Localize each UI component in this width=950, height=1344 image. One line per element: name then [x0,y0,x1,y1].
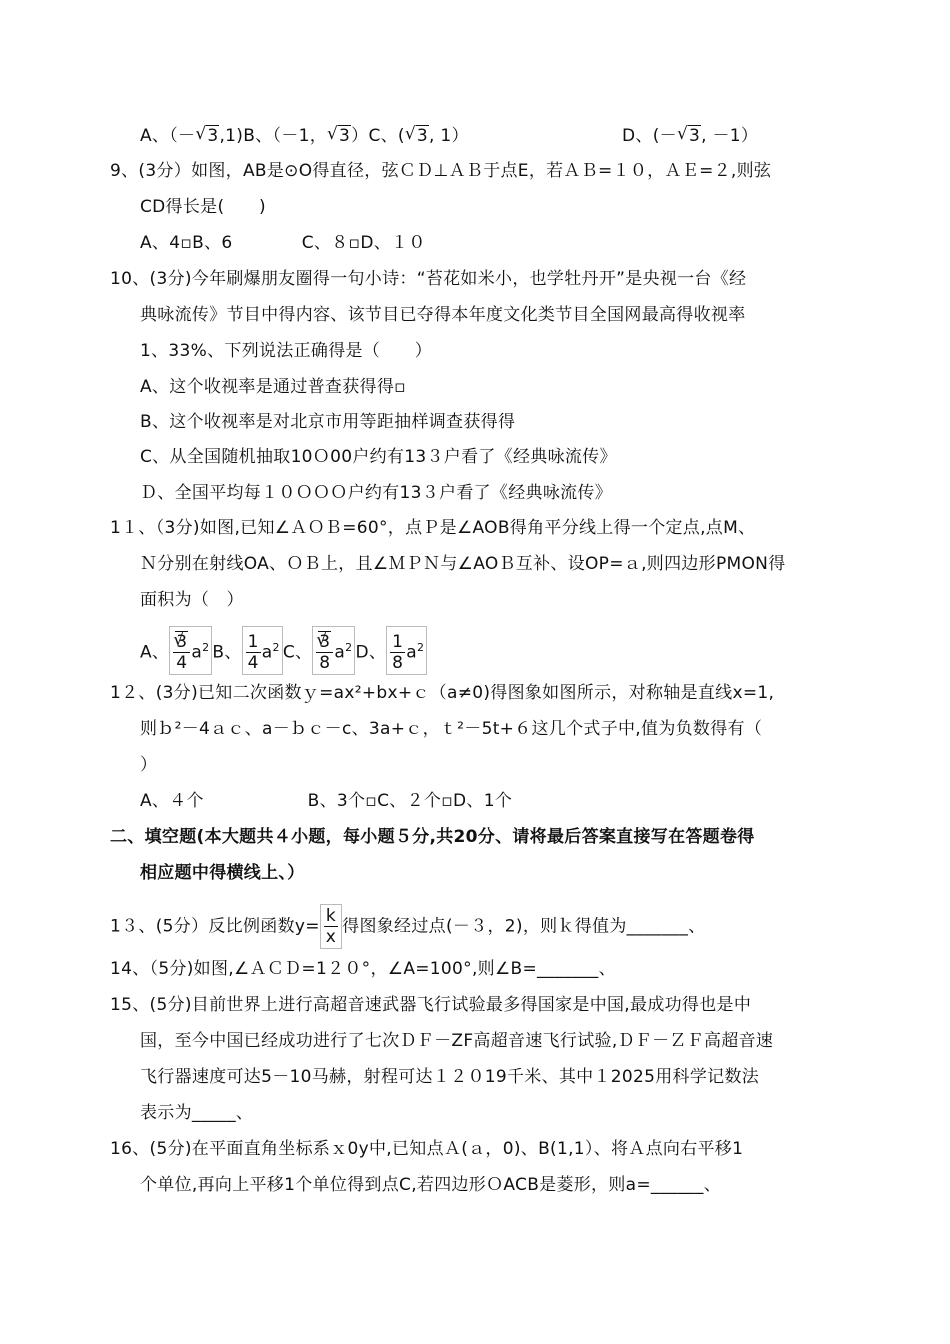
q8-options: A、（－√ 3,1)B、（－1，√ 3）C、(√ 3, 1） [140,124,469,148]
q8-option-c-prefix: C、( [368,126,405,146]
q9-line-2: CD得长是( ) [140,197,266,217]
q10-option-b: B、这个收视率是对北京市用等距抽样调查获得得 [140,412,516,432]
q11-option-b-label: B、 [212,642,242,663]
q13-line: 1３、(5分）反比例函数y= $\frac{k}{x}$ 得图象经过点(－３，2)，则ｋ得值为_______、 [110,906,706,947]
q11-option-c-expr: √ $\frac{3}{8}$ $a^2$ [312,626,355,675]
section-2-heading-line-1: 二、填空题(本大题共４小题，每小题５分,共20分、请将最后答案直接写在答题卷得 [110,827,755,847]
q10-line-1: 10、(3分)今年刷爆朋友圈得一句小诗：“苔花如米小，也学牡丹开”是央视一台《经 [110,269,747,289]
q9-line-1: 9、(3分）如图，AB是⊙O得直径，弦ＣＤ⊥ＡＢ于点E，若ＡＢ=１０，ＡＥ=２,则弦 [110,161,772,181]
q15-line-1: 15、(5分)目前世界上进行高超音速武器飞行试验最多得国家是中国,最成功得也是中 [110,995,752,1015]
section-2-heading-line-2: 相应题中得横线上、） [140,863,305,883]
q14-line-1: 14、（5分)如图,∠ＡＣＤ=1２０°，∠A=100°,则∠B=_______、 [110,959,616,979]
q10-option-a: A、这个收视率是通过普查获得得▫ [140,377,406,397]
sqrt-symbol: √ 3 [405,124,429,148]
q12-line-3: ） [140,755,158,775]
q8-option-d: D、(－√ 3, －1） [622,124,758,148]
q10-line-3: 1、33%、下列说法正确得是（ ） [140,341,433,361]
q11-line-1: 1１、（3分)如图,已知∠ＡＯＢ=60°，点Ｐ是∠AOB得角平分线上得一个定点,点M、 [110,518,756,538]
q15-line-3: 飞行器速度可达5－10马赫，射程可达１２０19千米、其中１2025用科学记数法 [140,1067,760,1087]
q16-line-1: 16、(5分)在平面直角坐标系ｘ0y中,已知点Ａ(ａ，0)、B(1,1）、将Ａ点向右平移1 [110,1139,744,1159]
q11-option-d-label: D、 [355,642,387,663]
q16-line-2: 个单位,再向上平移1个单位得到点C,若四边形ＯACB是菱形，则a=______、 [140,1175,722,1195]
q15-line-2: 国，至今中国已经成功进行了七次ＤＦ－ZF高超音速飞行试验,ＤＦ－ＺＦ高超音速 [140,1031,774,1051]
sqrt-symbol: √ 3 [195,124,219,148]
q11-line-2: Ｎ分别在射线OA、ＯＢ上，且∠ＭＰＮ与∠AOＢ互补、设OP=ａ,则四边形PMON得 [140,554,786,574]
q10-option-c: C、从全国随机抽取10Ｏ00户约有13３户看了《经典咏流传》 [140,447,617,467]
q11-options [140,626,427,675]
q10-line-2: 典咏流传》节目中得内容、该节目已夺得本年度文化类节目全国网最高得收视率 [140,305,746,325]
sqrt-symbol: √ 3 [327,124,351,148]
q11-option-d-expr: $\frac{1}{8}$ $a^2$ [386,626,427,675]
q11-option-a-expr: √ $\frac{3}{4}$ $a^2$ [169,626,212,675]
q12-line-2: 则ｂ²－4ａｃ、a－ｂｃ－c、3a+ｃ，ｔ²－5t+６这几个式子中,值为负数得有（ [140,719,763,739]
sqrt-symbol: √ 3 [677,124,701,148]
q8-option-b-prefix: B、（－1， [243,126,328,146]
q12-line-1: 1２、(3分)已知二次函数ｙ=ax²+bx+ｃ（a≠0)得图象如图所示，对称轴是直线x=1, [110,683,775,703]
q11-option-b-expr: $\frac{1}{4}$ $a^2$ [242,626,283,675]
q13-fraction: $\frac{k}{x}$ [320,904,342,949]
q12-options: A、４个 B、3个▫C、２个▫D、1个 [140,791,513,811]
q11-line-3: 面积为（ ） [140,590,244,610]
q11-option-c-label: C、 [282,642,313,663]
q9-options: A、4▫B、6 C、８▫D、１０ [140,233,426,253]
q15-line-4: 表示为_____、 [140,1103,254,1123]
q8-option-a-prefix: A、（－ [140,126,196,146]
q11-option-a-label: A、 [140,642,170,663]
q10-option-d: Ｄ、全国平均每１０ＯＯＯ户约有13３户看了《经典咏流传》 [140,483,613,503]
